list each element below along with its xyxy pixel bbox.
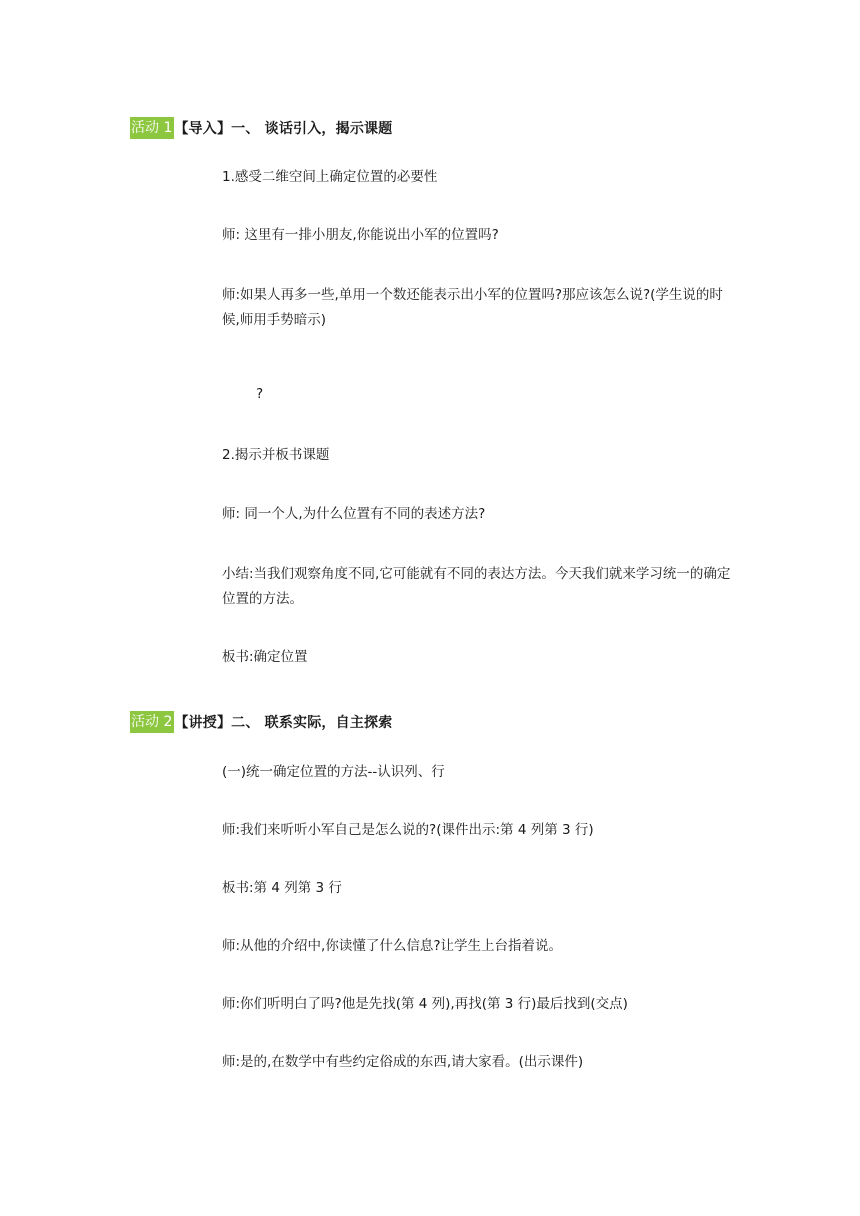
paragraph: 1.感受二维空间上确定位置的必要性 (222, 169, 438, 185)
section-2-title: 【讲授】二、 联系实际，自主探索 (174, 715, 393, 731)
paragraph: 师: 同一个人,为什么位置有不同的表述方法? (222, 506, 486, 522)
paragraph: 2.揭示并板书课题 (222, 447, 330, 463)
section-2-heading (130, 711, 392, 733)
activity-2-tag: 活动 2 (130, 711, 174, 733)
paragraph: 师:如果人再多一些,单用一个数还能表示出小军的位置吗?那应该怎么说?(学生说的时候,师用手势暗示) (222, 287, 723, 328)
paragraph: 师:是的,在数学中有些约定俗成的东西,请大家看。(出示课件) (222, 1054, 584, 1070)
paragraph: 板书:第 4 列第 3 行 (222, 880, 342, 896)
activity-1-tag: 活动 1 (130, 117, 174, 139)
paragraph: 板书:确定位置 (222, 649, 308, 665)
paragraph: 师: 这里有一排小朋友,你能说出小军的位置吗? (222, 227, 499, 243)
paragraph: 师:从他的介绍中,你读懂了什么信息?让学生上台指着说。 (222, 938, 563, 954)
question-mark: ? (256, 386, 264, 402)
section-1-heading (130, 117, 392, 139)
paragraph: 小结:当我们观察角度不同,它可能就有不同的表达方法。今天我们就来学习统一的确定位置的方法。 (222, 566, 731, 607)
paragraph: 师:我们来听听小军自己是怎么说的?(课件出示:第 4 列第 3 行) (222, 822, 594, 838)
paragraph: 师:你们听明白了吗?他是先找(第 4 列),再找(第 3 行)最后找到(交点) (222, 996, 628, 1012)
section-1-title: 【导入】一、 谈话引入，揭示课题 (174, 121, 393, 137)
paragraph: (一)统一确定位置的方法--认识列、行 (222, 764, 445, 780)
